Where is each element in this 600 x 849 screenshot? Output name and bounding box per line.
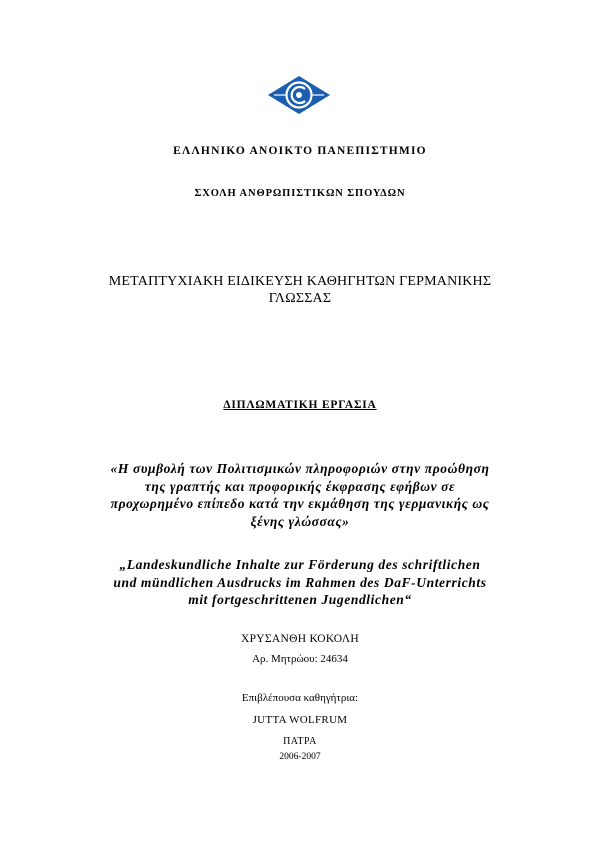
author-name: ΧΡΥΣΑΝΘΗ ΚΟΚΟΛΗ [240, 633, 360, 645]
university-logo-icon [268, 76, 330, 114]
supervisor-label: Επιβλέπουσα καθηγήτρια: [241, 692, 359, 704]
program-line: ΓΛΩΣΣΑΣ [268, 291, 332, 306]
registration-number: Αρ. Μητρώου: 24634 [252, 653, 348, 665]
title-line: „Landeskundliche Inhalte zur Förderung des schriftlichen [119, 557, 481, 572]
program-name [0, 273, 600, 307]
thesis-title-greek [0, 460, 600, 530]
title-line: mit fortgeschrittenen Jugendlichen“ [188, 592, 412, 607]
academic-year: 2006-2007 [279, 752, 321, 762]
school-name: ΣΧΟΛΗ ΑΝΘΡΩΠΙΣΤΙΚΩΝ ΣΠΟΥΔΩΝ [194, 188, 406, 199]
thesis-type: ΔΙΠΛΩΜΑΤΙΚΗ ΕΡΓΑΣΙΑ [223, 399, 377, 411]
program-line: ΜΕΤΑΠΤΥΧΙΑΚΗ ΕΙΔΙΚΕΥΣΗ ΚΑΘΗΓΗΤΩΝ ΓΕΡΜΑΝΙΚΗΣ [108, 274, 492, 289]
city: ΠΑΤΡΑ [283, 736, 317, 747]
title-line: ξένης γλώσσας» [250, 513, 350, 529]
university-name: ΕΛΛΗΝΙΚΟ ΑΝΟΙΚΤΟ ΠΑΝΕΠΙΣΤΗΜΙΟ [173, 145, 427, 157]
title-line: «Η συμβολή των Πολιτισμικών πληροφοριών στην προώθηση [110, 461, 490, 476]
title-line: προχωρημένο επίπεδο κατά την εκμάθηση της γερμανικής ως [110, 496, 490, 511]
title-line: und mündlichen Ausdrucks im Rahmen des DaF-Unterrichts [113, 574, 487, 590]
title-line: της γραπτής και προφορικής έκφρασης εφήβων σε [144, 478, 456, 494]
supervisor-name: JUTTA WOLFRUM [252, 714, 348, 726]
thesis-title-german [0, 556, 600, 609]
